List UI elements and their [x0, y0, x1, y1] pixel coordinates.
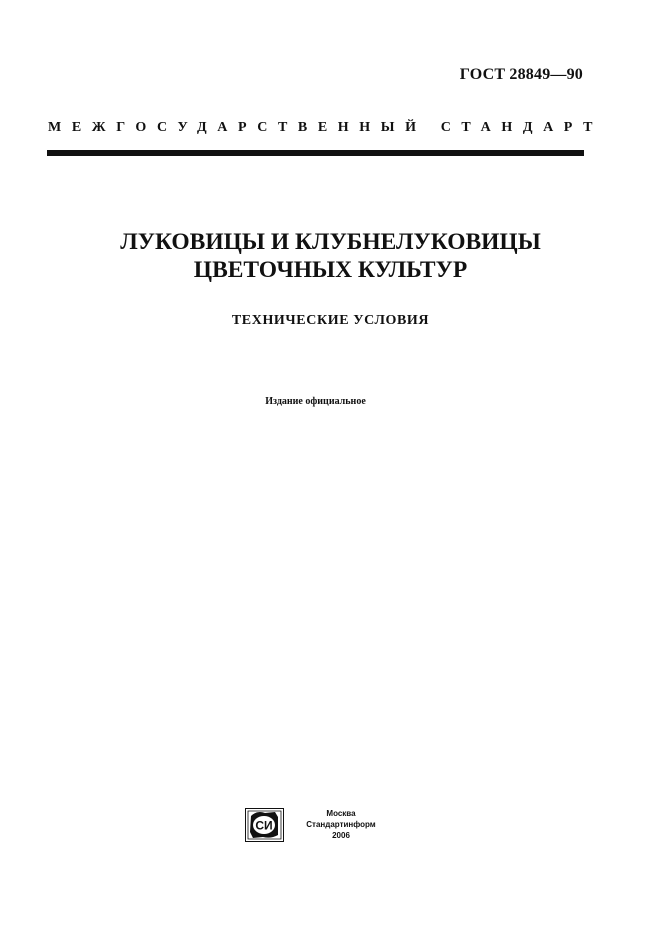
- logo-lettering: СИ: [255, 818, 273, 833]
- document-title: [0, 228, 661, 284]
- publisher-block: [245, 806, 405, 846]
- publisher-name: Стандартинформ: [306, 820, 376, 829]
- publisher-text: [293, 808, 389, 841]
- header-divider: [47, 150, 584, 156]
- publisher-year: 2006: [332, 831, 350, 840]
- standard-type-heading: МЕЖГОСУДАРСТВЕННЫЙ СТАНДАРТ: [48, 120, 604, 135]
- title-line-2: ЦВЕТОЧНЫХ КУЛЬТУР: [193, 257, 468, 283]
- publisher-logo-icon: [245, 808, 284, 842]
- publisher-city: Москва: [326, 809, 356, 818]
- title-line-1: ЛУКОВИЦЫ И КЛУБНЕЛУКОВИЦЫ: [120, 229, 541, 255]
- edition-note: Издание официальное: [265, 396, 366, 407]
- document-number: ГОСТ 28849—90: [459, 66, 583, 83]
- document-subtitle: ТЕХНИЧЕСКИЕ УСЛОВИЯ: [231, 313, 430, 328]
